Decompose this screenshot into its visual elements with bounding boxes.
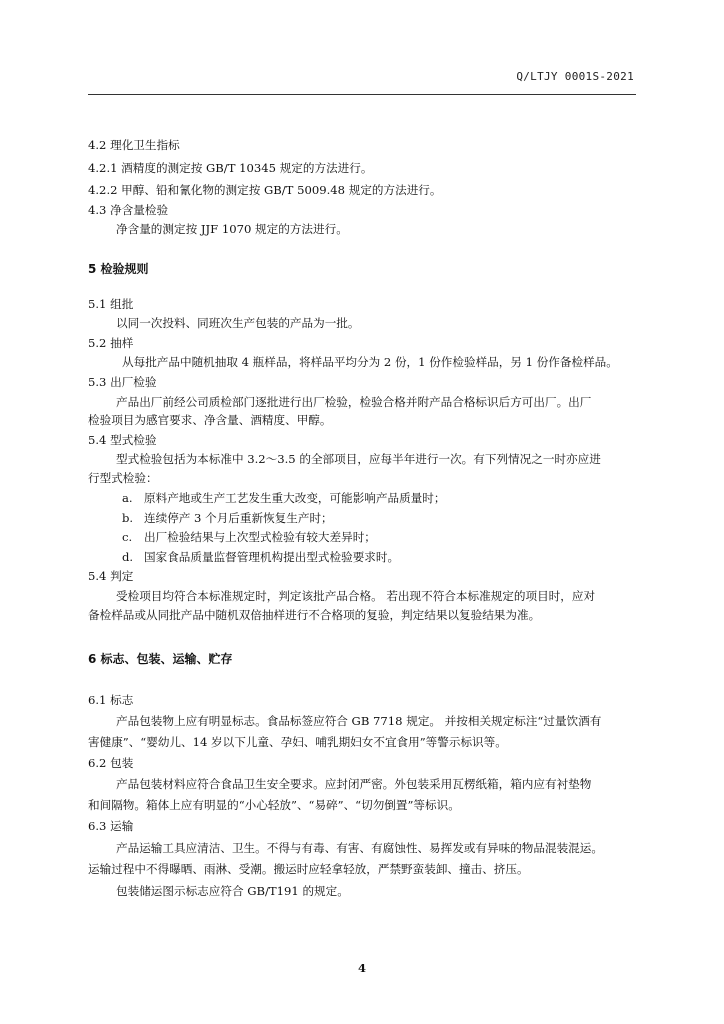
section-heading: 5 检验规则 [88, 262, 149, 276]
list-item-text: 出厂检验结果与上次型式检验有较大差异时； [144, 530, 376, 544]
paragraph-text: 检验项目为感官要求、净含量、酒精度、甲醇。 [88, 413, 332, 427]
page-number: 4 [357, 961, 366, 975]
clause-text: 4.2.1 酒精度的测定按 GB/T 10345 规定的方法进行。 [88, 161, 373, 175]
subsection-heading: 4.2 理化卫生指标 [88, 138, 180, 152]
document-code: Q/LTJY 0001S-2021 [516, 70, 634, 83]
section-heading: 6 标志、包装、运输、贮存 [88, 652, 233, 666]
paragraph-text: 产品包装材料应符合食品卫生安全要求。应封闭严密。外包装采用瓦楞纸箱，箱内应有衬垫物 [116, 777, 592, 791]
paragraph-text: 产品运输工具应清洁、卫生。不得与有毒、有害、有腐蚀性、易挥发或有异味的物品混装混运。 [116, 841, 603, 855]
subsection-heading: 6.1 标志 [88, 693, 134, 707]
paragraph-text: 产品出厂前经公司质检部门逐批进行出厂检验，检验合格并附产品合格标识后方可出厂。出厂 [116, 395, 592, 409]
paragraph-text: 净含量的测定按 JJF 1070 规定的方法进行。 [116, 222, 348, 236]
clause-text: 4.2.2 甲醇、铅和氰化物的测定按 GB/T 5009.48 规定的方法进行。 [88, 183, 442, 197]
subsection-heading: 6.2 包装 [88, 756, 134, 770]
paragraph-text: 型式检验包括为本标准中 3.2～3.5 的全部项目，应每半年进行一次。有下列情况之一时亦应进 [116, 452, 601, 466]
paragraph-text: 行型式检验： [88, 471, 158, 485]
list-marker: b. [122, 511, 134, 525]
header-rule [88, 94, 636, 95]
list-item [122, 529, 636, 545]
paragraph-text: 害健康”、“婴幼儿、14 岁以下儿童、孕妇、哺乳期妇女不宜食用”等警示标识等。 [88, 735, 507, 749]
paragraph-text: 以同一次投料、同班次生产包装的产品为一批。 [116, 316, 360, 330]
paragraph-text: 运输过程中不得曝晒、雨淋、受潮。搬运时应轻拿轻放，严禁野蛮装卸、撞击、挤压。 [88, 862, 529, 876]
list-item-text: 国家食品质量监督管理机构提出型式检验要求时。 [144, 550, 400, 564]
paragraph-text: 和间隔物。箱体上应有明显的“小心轻放”、“易碎”、“切勿倒置”等标识。 [88, 798, 460, 812]
subsection-heading: 5.3 出厂检验 [88, 375, 157, 389]
subsection-heading: 5.2 抽样 [88, 336, 134, 350]
list-marker: a. [122, 491, 133, 505]
list-marker: d. [122, 550, 134, 564]
subsection-heading: 4.3 净含量检验 [88, 203, 169, 217]
paragraph-text: 备检样品或从同批产品中随机双倍抽样进行不合格项的复验，判定结果以复验结果为准。 [88, 608, 541, 622]
subsection-heading: 5.4 判定 [88, 569, 134, 583]
list-item-text: 连续停产 3 个月后重新恢复生产时； [144, 511, 333, 525]
list-item [122, 549, 636, 565]
subsection-heading: 5.1 组批 [88, 297, 134, 311]
subsection-heading: 5.4 型式检验 [88, 433, 157, 447]
paragraph-text: 产品包装物上应有明显标志。食品标签应符合 GB 7718 规定。 并按相关规定标注“过量饮酒有 [116, 714, 602, 728]
paragraph-text: 从每批产品中随机抽取 4 瓶样品，将样品平均分为 2 份，1 份作检验样品，另 1 份作备检样品。 [122, 355, 618, 369]
subsection-heading: 6.3 运输 [88, 819, 134, 833]
list-item-text: 原料产地或生产工艺发生重大改变，可能影响产品质量时； [144, 491, 446, 505]
list-item [122, 490, 636, 506]
list-item [122, 510, 636, 526]
paragraph-text: 包装储运图示标志应符合 GB/T191 的规定。 [116, 884, 349, 898]
list-marker: c. [122, 530, 133, 544]
paragraph-text: 受检项目均符合本标准规定时，判定该批产品合格。 若出现不符合本标准规定的项目时，应对 [116, 589, 596, 603]
